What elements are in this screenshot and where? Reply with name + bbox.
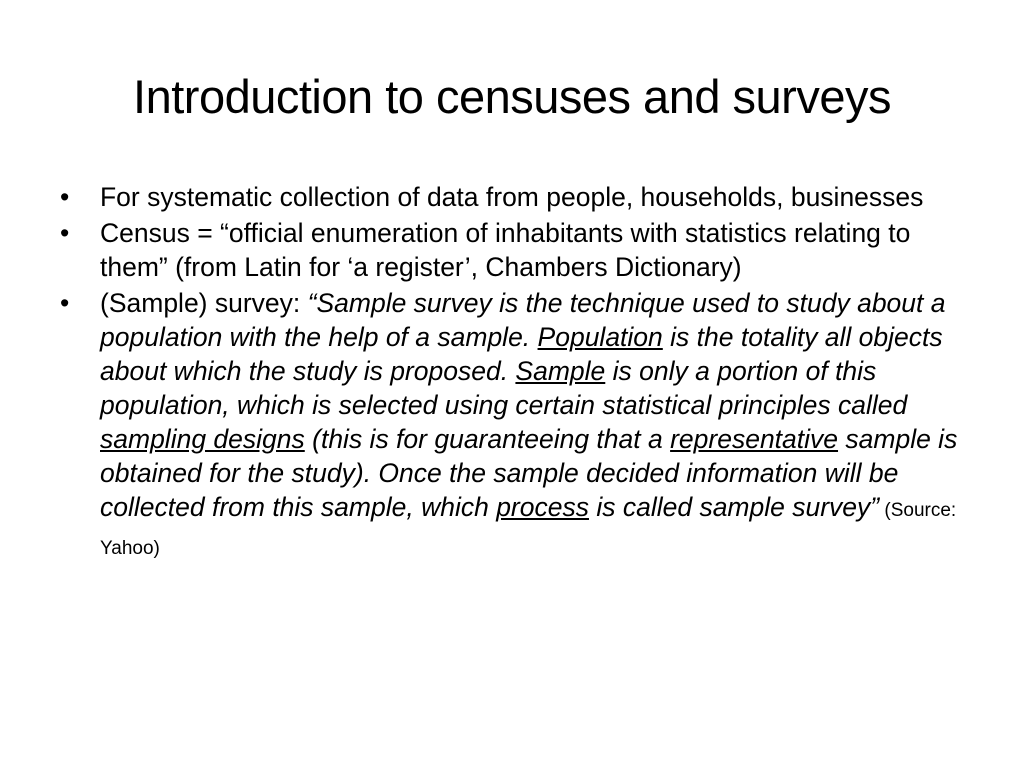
bullet-lead-text: (Sample) survey: <box>100 288 308 318</box>
term-sampling-designs: sampling designs <box>100 424 305 454</box>
bullet-dot-icon: • <box>60 218 70 248</box>
bullet-list <box>60 180 960 568</box>
term-sample: Sample <box>515 356 606 386</box>
source-citation: (Source: Yahoo) <box>100 500 957 559</box>
quote-text: sample is obtained for the study). Once the sample decided information will be collected from this sample, which <box>100 424 958 522</box>
bullet-text: For systematic collection of data from people, households, businesses <box>100 182 924 212</box>
term-process: process <box>496 492 589 522</box>
bullet-item <box>60 286 960 566</box>
bullet-text: Census = “official enumeration of inhabitants with statistics relating to them” (from Latin for ‘a register’, Chambers Dictionary) <box>100 218 911 282</box>
quote-text: (this is for guaranteeing that a <box>304 424 671 454</box>
quote-text: is called sample survey” <box>588 492 880 522</box>
term-population: Population <box>537 322 663 352</box>
term-representative: representative <box>670 424 839 454</box>
bullet-dot-icon: • <box>60 182 70 212</box>
bullet-item <box>60 180 960 214</box>
quote-text: “Sample survey is the technique used to study about a population with the help of a sample. <box>100 288 946 352</box>
bullet-dot-icon: • <box>60 288 70 318</box>
bullet-item <box>60 216 960 284</box>
survey-quote <box>100 288 957 522</box>
slide-title: Introduction to censuses and surveys <box>133 70 891 123</box>
quote-text: is the totality all objects about which the study is proposed. <box>100 322 943 386</box>
quote-text: is only a portion of this population, which is selected using certain statistical principles called <box>100 356 908 420</box>
